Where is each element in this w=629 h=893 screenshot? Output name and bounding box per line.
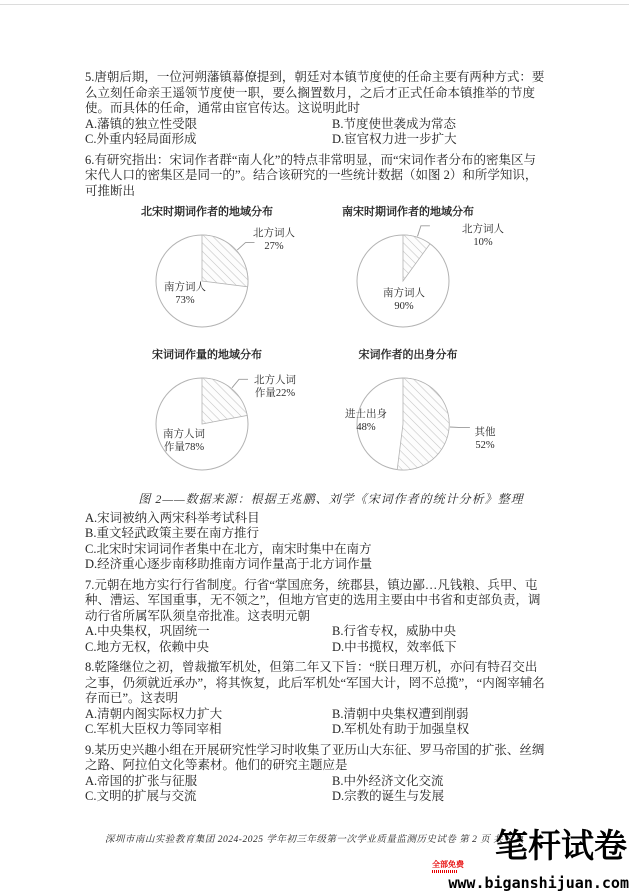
- question-7: [85, 578, 547, 656]
- pie-callout-label: [242, 227, 306, 253]
- label-line: 其他: [474, 427, 496, 438]
- pie-hatched-slice: [397, 378, 449, 470]
- question-6-options: [85, 511, 547, 573]
- watermark-url: www.biganshijuan.com: [448, 873, 629, 892]
- label-line: 南方词人: [164, 282, 206, 293]
- question-8-option-c: C.军机大臣权力等同宰相: [85, 722, 222, 736]
- figure-2-caption: 图 2——数据来源：根据王兆鹏、刘学《宋词作者的统计分析》整理: [138, 492, 524, 506]
- callout-leader-line: [418, 226, 430, 237]
- pie-inner-label: [335, 408, 397, 434]
- question-6-option-c: C.北宋时宋词词作者集中在北方，南宋时集中在南方: [85, 541, 372, 556]
- question-5-option-c: C.外重内轻局面形成: [85, 132, 197, 146]
- question-7-option-c: C.地方无权，依赖中央: [85, 639, 209, 654]
- question-6-option-b: B.重文轻武政策主要在南方推行: [85, 526, 259, 540]
- watermark-brand: 笔杆试卷: [495, 826, 627, 865]
- pie-chart-plot: [130, 364, 331, 484]
- figure-2: [130, 206, 532, 508]
- question-7-options: [85, 624, 547, 655]
- question-5-option-b: B.节度使世袭成为常态: [332, 116, 456, 131]
- label-line: 北方词人: [253, 228, 295, 239]
- question-9-stem: 9.某历史兴趣小组在开展研究性学习时收集了亚历山大东征、罗马帝国的扩张、丝绸之路、阿拉伯文化等素材。他们的研究主题应是: [85, 742, 545, 772]
- pie-chart-plot: [331, 221, 532, 341]
- label-line: 27%: [264, 241, 284, 252]
- question-6: [85, 153, 547, 573]
- question-7-option-b: B.行省专权，威胁中央: [332, 624, 456, 638]
- pie-inner-label: [152, 428, 216, 454]
- pie-chart-output-by-region: [130, 349, 331, 484]
- question-7-stem: 7.元朝在地方实行行省制度。行省“掌国庶务，统郡县，镇边鄙…凡钱粮、兵甲、屯种、漕运、军国重事，无不领之”，但地方官吏的选用主要由中书省和吏部负责，调动行省所属军队须皇帝批准。这表明元朝: [85, 577, 541, 623]
- question-9: [85, 743, 547, 805]
- pie-chart-title: 南宋时期词作者的地域分布: [342, 206, 474, 218]
- question-6-stem: 6.有研究指出：宋词作者群“南人化”的特点非常明显，而“宋词作者分布的密集区与宋代人口的密集区是同一的”。结合该研究的一些统计数据（如图 2）和所学知识，可推断出: [85, 152, 538, 198]
- label-line: 10%: [473, 237, 493, 248]
- watermark-micro-strip: [432, 870, 458, 873]
- question-8-option-a: A.清朝内阁实际权力扩大: [85, 706, 223, 721]
- question-5-option-a: A.藩镇的独立性受限: [85, 116, 198, 131]
- pie-callout-label: [242, 374, 308, 400]
- label-line: 作量22%: [254, 388, 296, 399]
- question-5-options: [85, 117, 547, 148]
- label-line: 进士出身: [345, 409, 387, 420]
- pie-chart-title: 北宋时期词作者的地域分布: [141, 206, 273, 218]
- label-line: 作量78%: [163, 442, 205, 453]
- pie-chart-title: 宋词作者的出身分布: [358, 349, 458, 361]
- label-line: 北方词人: [462, 224, 504, 235]
- pie-inner-label: [373, 287, 435, 313]
- pie-callout-label: [451, 223, 515, 249]
- question-9-option-d: D.宗教的诞生与发展: [332, 789, 445, 803]
- pie-charts-grid: [130, 206, 532, 484]
- label-line: 73%: [175, 295, 195, 306]
- pie-chart-southern-song-authors: [331, 206, 532, 341]
- pie-inner-label: [154, 281, 216, 307]
- question-8-option-d: D.军机处有助于加强皇权: [332, 722, 470, 736]
- pie-callout-label: [463, 426, 507, 452]
- pie-chart-plot: [130, 221, 331, 341]
- pie-chart-plot: [331, 364, 532, 484]
- question-9-option-b: B.中外经济文化交流: [332, 773, 444, 788]
- label-line: 南方词人: [383, 288, 425, 299]
- question-9-option-c: C.文明的扩展与交流: [85, 789, 197, 803]
- question-6-option-a: A.宋词被纳入两宋科举考试科目: [85, 510, 260, 525]
- question-8-stem: 8.乾隆继位之初，曾裁撤军机处，但第二年又下旨：“朕日理万机，亦问有特召交出之事，仍须就近承办”，将其恢复，此后军机处“军国大计，罔不总揽”，“内阁宰辅名存而已”。这表明: [85, 660, 545, 705]
- question-8: [85, 660, 547, 738]
- pie-chart-northern-song-authors: [130, 206, 331, 341]
- label-line: 北方人词: [254, 375, 296, 386]
- watermark-tagline: 全部免费: [432, 860, 464, 869]
- questions-area: [85, 70, 547, 810]
- question-5-option-d: D.宦官权力进一步扩大: [332, 132, 457, 146]
- question-7-option-a: A.中央集权，巩固统一: [85, 624, 210, 638]
- pie-chart-author-background: [331, 349, 532, 484]
- pie-chart-title: 宋词词作量的地域分布: [152, 349, 262, 361]
- label-line: 90%: [394, 301, 414, 312]
- question-8-options: [85, 707, 547, 738]
- question-5: [85, 70, 547, 148]
- page-footer: 深圳市南山实验教育集团 2024-2025 学年初三年级第一次学业质量监测历史试卷 第 2 页 共 6 页: [104, 835, 525, 845]
- question-6-option-d: D.经济重心逐步南移助推南方词作量高于北方词作量: [85, 557, 373, 571]
- label-line: 52%: [475, 440, 495, 451]
- question-5-stem: 5.唐朝后期，一位河朔藩镇幕僚提到，朝廷对本镇节度使的任命主要有两种方式：要么立刻任命亲王遥领节度使一职，要么搁置数月，之后才正式任命本镇推举的节度使。而具体的任命，通常由宦官传达。这说明此时: [85, 70, 545, 115]
- scan-top-edge: [0, 4, 629, 5]
- question-8-option-b: B.清朝中央集权遭到削弱: [332, 706, 469, 721]
- watermark: [429, 826, 629, 892]
- label-line: 48%: [356, 422, 376, 433]
- label-line: 南方人词: [163, 429, 205, 440]
- question-9-options: [85, 774, 547, 805]
- question-9-option-a: A.帝国的扩张与征服: [85, 773, 198, 788]
- question-7-option-d: D.中书揽权，效率低下: [332, 639, 457, 654]
